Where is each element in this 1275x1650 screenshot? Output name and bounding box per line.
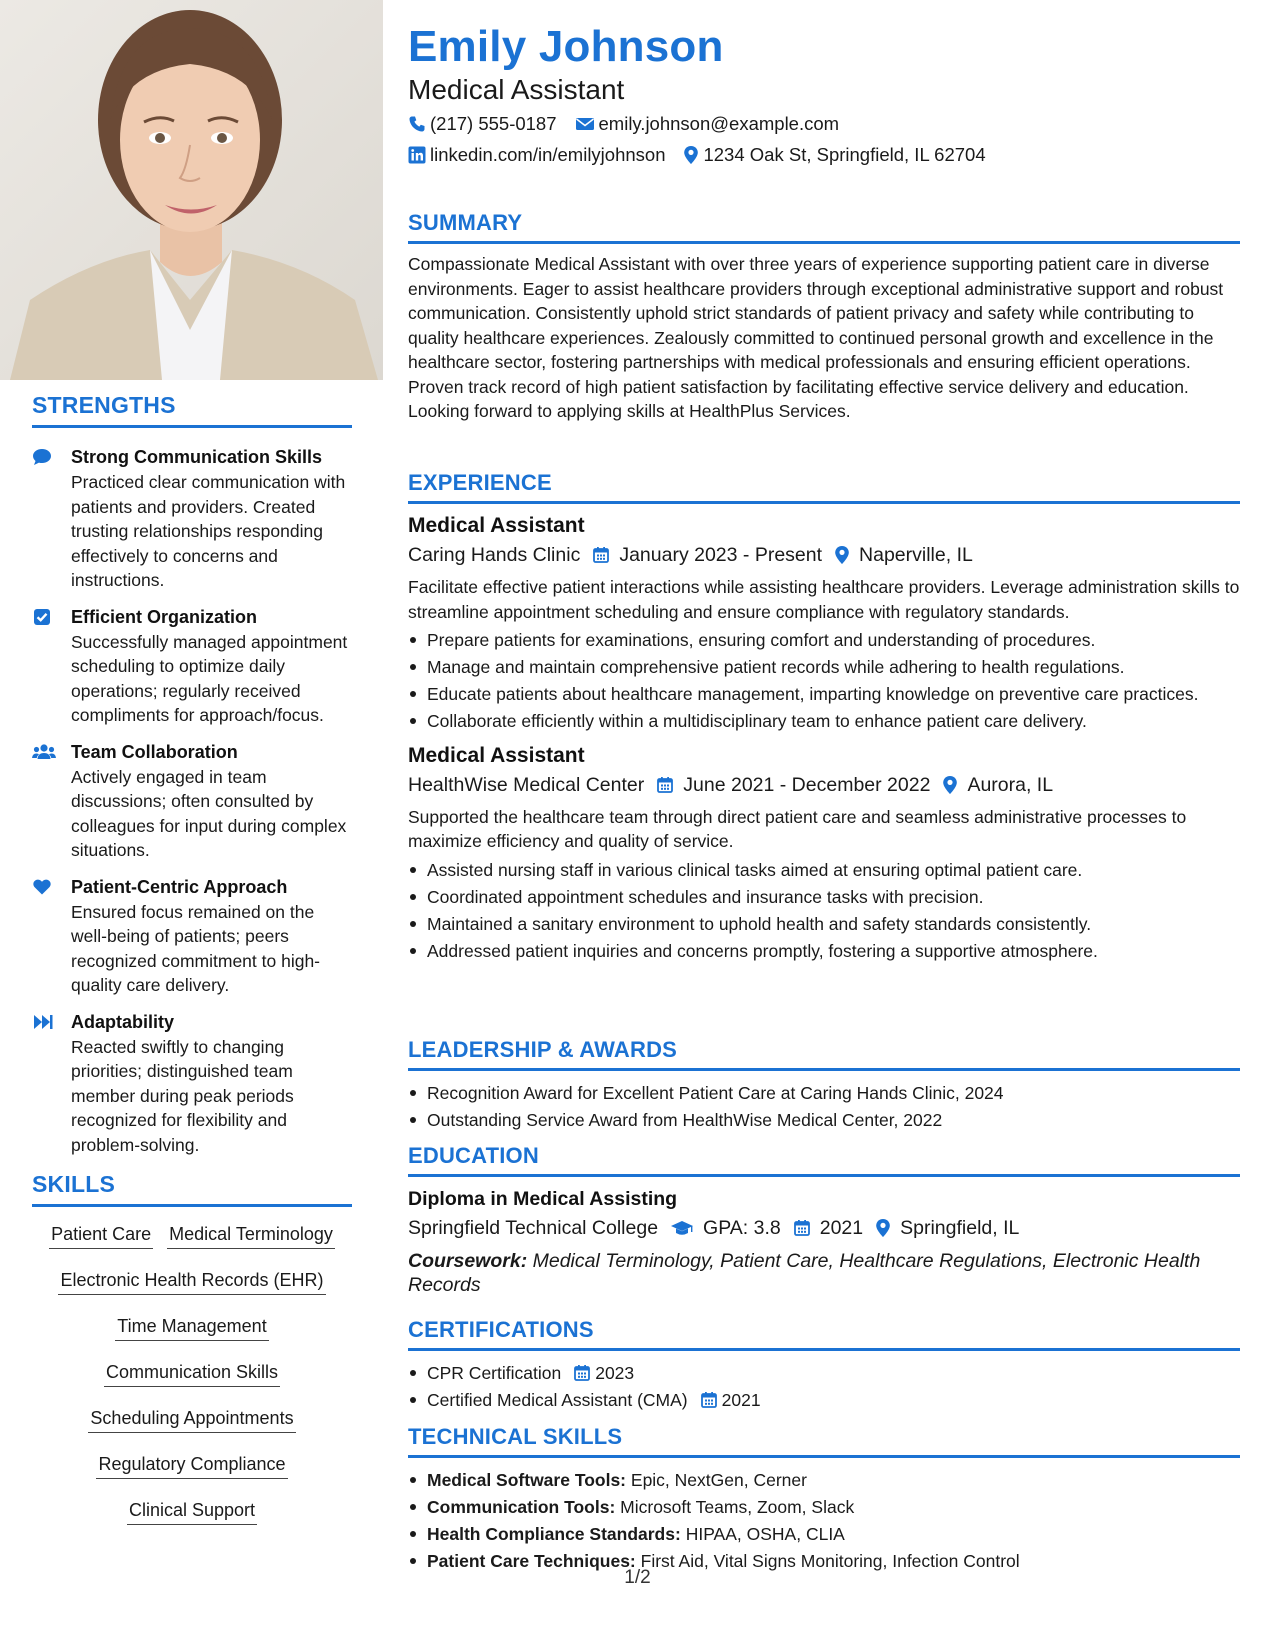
technical-skill-label: Medical Software Tools:: [427, 1470, 627, 1490]
skill-tag: Clinical Support: [127, 1499, 257, 1525]
job-meta: [408, 540, 1240, 570]
map-pin-icon: [683, 145, 699, 165]
email-text: emily.johnson@example.com: [598, 113, 840, 134]
users-icon: [32, 742, 52, 762]
coursework: [408, 1249, 1240, 1297]
strength-item: [32, 874, 352, 998]
certification-name: Certified Medical Assistant (CMA): [427, 1390, 688, 1410]
linkedin-text: linkedin.com/in/emilyjohnson: [430, 144, 666, 165]
job-bullet: Collaborate efficiently within a multidisciplinary team to enhance patient care delivery.: [408, 709, 1240, 734]
strength-name: Strong Communication Skills: [71, 447, 323, 467]
strength-item: [32, 444, 352, 593]
award-item: Outstanding Service Award from HealthWise Medical Center, 2022: [408, 1108, 1240, 1133]
technical-skill-label: Patient Care Techniques:: [427, 1551, 636, 1571]
job-company: HealthWise Medical Center: [408, 773, 645, 796]
checkbox-icon: [32, 607, 52, 627]
job-bullets: [408, 628, 1240, 734]
awards-section: [408, 1037, 1240, 1135]
job-title: Medical Assistant: [408, 514, 585, 537]
left-column: [0, 0, 383, 1650]
skill-tag: Electronic Health Records (EHR): [58, 1269, 325, 1295]
strength-desc: Ensured focus remained on the well-being of patients; peers recognized commitment to high-quality care delivery.: [71, 901, 320, 995]
calendar-icon: [700, 1391, 718, 1409]
technical-skill-item: [408, 1522, 1240, 1547]
strength-item: [32, 739, 352, 863]
job-dates: January 2023 - Present: [619, 544, 823, 566]
summary-title: SUMMARY: [408, 210, 1240, 244]
education-meta: [408, 1213, 1240, 1243]
address-contact: [683, 144, 985, 166]
technical-skill-value: Microsoft Teams, Zoom, Slack: [620, 1497, 855, 1517]
calendar-icon: [573, 1364, 591, 1382]
heart-icon: [32, 877, 52, 897]
calendar-icon: [656, 776, 674, 794]
strength-name: Patient-Centric Approach: [71, 876, 288, 897]
awards-title: LEADERSHIP & AWARDS: [408, 1037, 1240, 1071]
certifications-section: [408, 1317, 1240, 1415]
linkedin-contact[interactable]: [408, 144, 665, 166]
phone-text: (217) 555-0187: [430, 113, 557, 134]
strength-item: [32, 1009, 352, 1158]
strength-name: Efficient Organization: [71, 606, 258, 627]
skill-tag: Patient Care: [49, 1223, 153, 1249]
certification-year: 2023: [595, 1363, 635, 1383]
job-location: Naperville, IL: [859, 544, 973, 566]
technical-skill-value: Epic, NextGen, Cerner: [630, 1470, 807, 1490]
certification-item: [408, 1361, 1240, 1386]
award-item: Recognition Award for Excellent Patient Care at Caring Hands Clinic, 2024: [408, 1081, 1240, 1106]
strength-desc: Reacted swiftly to changing priorities; distinguished team member during peak periods recognized for flexibility and problem-solving.: [71, 1036, 294, 1155]
skill-tag: Communication Skills: [104, 1361, 280, 1387]
skills-section: [32, 1171, 352, 1545]
skill-tag: Scheduling Appointments: [88, 1407, 295, 1433]
job-summary: Facilitate effective patient interactions while assisting healthcare providers. Leverage administration skills to streamline appointment scheduling and ensure compliance with regulatory standards.: [408, 577, 1240, 622]
school-name: Springfield Technical College: [408, 1217, 659, 1239]
degree-title: Diploma in Medical Assisting: [408, 1188, 678, 1210]
map-pin-icon: [834, 545, 850, 565]
job-entry: [408, 512, 1240, 734]
technical-skills-section: [408, 1424, 1240, 1576]
strength-desc: Actively engaged in team discussions; often consulted by colleagues for input during complex situations.: [71, 766, 347, 860]
candidate-role: Medical Assistant: [408, 74, 625, 105]
school-location: Springfield, IL: [900, 1217, 1020, 1239]
technical-skill-label: Health Compliance Standards:: [427, 1524, 681, 1544]
experience-title: EXPERIENCE: [408, 470, 1240, 504]
technical-skills-title: TECHNICAL SKILLS: [408, 1424, 1240, 1458]
contact-row-2: [408, 144, 1004, 166]
job-dates: June 2021 - December 2022: [683, 773, 931, 796]
coursework-label: Coursework:: [408, 1250, 528, 1272]
certifications-title: CERTIFICATIONS: [408, 1317, 1240, 1351]
technical-skills-list: [408, 1468, 1240, 1574]
certification-item: [408, 1388, 1240, 1413]
technical-skill-item: [408, 1495, 1240, 1520]
job-bullet: Educate patients about healthcare management, imparting knowledge on preventive care practices.: [408, 682, 1240, 707]
experience-section: [408, 470, 1240, 966]
strengths-title: STRENGTHS: [32, 392, 352, 428]
job-bullet: Assisted nursing staff in various clinical tasks aimed at ensuring optimal patient care.: [408, 858, 1240, 883]
phone-icon: [408, 115, 426, 133]
technical-skill-value: HIPAA, OSHA, CLIA: [685, 1524, 845, 1544]
job-bullets: [408, 858, 1240, 964]
skill-tag: Medical Terminology: [167, 1223, 335, 1249]
job-bullet: Addressed patient inquiries and concerns promptly, fostering a supportive atmosphere.: [408, 939, 1240, 964]
candidate-name: Emily Johnson: [408, 22, 724, 71]
job-company: Caring Hands Clinic: [408, 544, 581, 566]
job-bullet: Maintained a sanitary environment to uphold health and safety standards consistently.: [408, 912, 1240, 937]
summary-text: Compassionate Medical Assistant with over three years of experience supporting patient care in diverse environments. Eager to assist healthcare providers through exceptional administrative support and robust communication. Consistently uphold strict standards of patient privacy and safety while contributing to quality healthcare experiences. Zealously committed to continued personal growth and excellence in the healthcare sector, fostering partnerships with medical professionals and ensuring efficient operations. Proven track record of high patient satisfaction by facilitating effective service delivery and education. Looking forward to applying skills at HealthPlus Services.: [408, 254, 1224, 421]
job-title: Medical Assistant: [408, 743, 585, 767]
certification-name: CPR Certification: [427, 1363, 562, 1383]
coursework-text: Medical Terminology, Patient Care, Healthcare Regulations, Electronic Health Records: [408, 1250, 1201, 1296]
gpa-text: GPA: 3.8: [703, 1217, 781, 1239]
summary-section: [408, 210, 1240, 424]
job-summary: Supported the healthcare team through direct patient care and seamless administrative processes to maximize efficiency and quality of service.: [408, 806, 1187, 851]
job-location: Aurora, IL: [967, 773, 1054, 796]
graduation-cap-icon: [670, 1219, 694, 1237]
technical-skill-label: Communication Tools:: [427, 1497, 616, 1517]
strength-name: Team Collaboration: [71, 741, 238, 762]
job-bullet: Manage and maintain comprehensive patient records while adhering to health regulations.: [408, 655, 1240, 680]
certification-year: 2021: [721, 1390, 761, 1410]
speech-bubble-icon: [32, 447, 52, 467]
calendar-icon: [793, 1219, 811, 1237]
envelope-icon: [575, 116, 595, 132]
job-entry: [408, 742, 1240, 964]
fast-forward-icon: [32, 1012, 52, 1032]
awards-list: [408, 1081, 1240, 1133]
skill-tag: Time Management: [115, 1315, 268, 1341]
graduation-year: 2021: [819, 1217, 864, 1239]
profile-photo: [0, 0, 383, 380]
job-bullet: Coordinated appointment schedules and insurance tasks with precision.: [408, 885, 1240, 910]
address-text: 1234 Oak St, Springfield, IL 62704: [703, 144, 986, 165]
education-title: EDUCATION: [408, 1143, 1240, 1177]
job-meta: [408, 770, 1240, 800]
technical-skill-item: [408, 1468, 1240, 1493]
linkedin-icon: [408, 146, 426, 164]
strengths-section: [32, 392, 352, 1157]
strength-item: [32, 604, 352, 728]
map-pin-icon: [875, 1218, 891, 1238]
job-bullet: Prepare patients for examinations, ensuring comfort and understanding of procedures.: [408, 628, 1240, 653]
contact-row-1: [408, 113, 857, 135]
email-contact[interactable]: [575, 113, 840, 135]
map-pin-icon: [942, 775, 958, 795]
calendar-icon: [592, 546, 610, 564]
skills-list: [32, 1223, 352, 1545]
page-indicator: 1/2: [624, 1567, 651, 1588]
skill-tag: Regulatory Compliance: [96, 1453, 287, 1479]
strength-desc: Successfully managed appointment scheduling to optimize daily operations; regularly received compliments for approach/focus.: [71, 631, 348, 725]
skills-title: SKILLS: [32, 1171, 352, 1207]
technical-skill-value: First Aid, Vital Signs Monitoring, Infection Control: [640, 1551, 1020, 1571]
strength-name: Adaptability: [71, 1011, 175, 1032]
education-section: [408, 1143, 1240, 1297]
phone-contact[interactable]: [408, 113, 557, 135]
certifications-list: [408, 1361, 1240, 1413]
strength-desc: Practiced clear communication with patients and providers. Created trusting relationships responding effectively to concerns and instructions.: [71, 472, 346, 590]
